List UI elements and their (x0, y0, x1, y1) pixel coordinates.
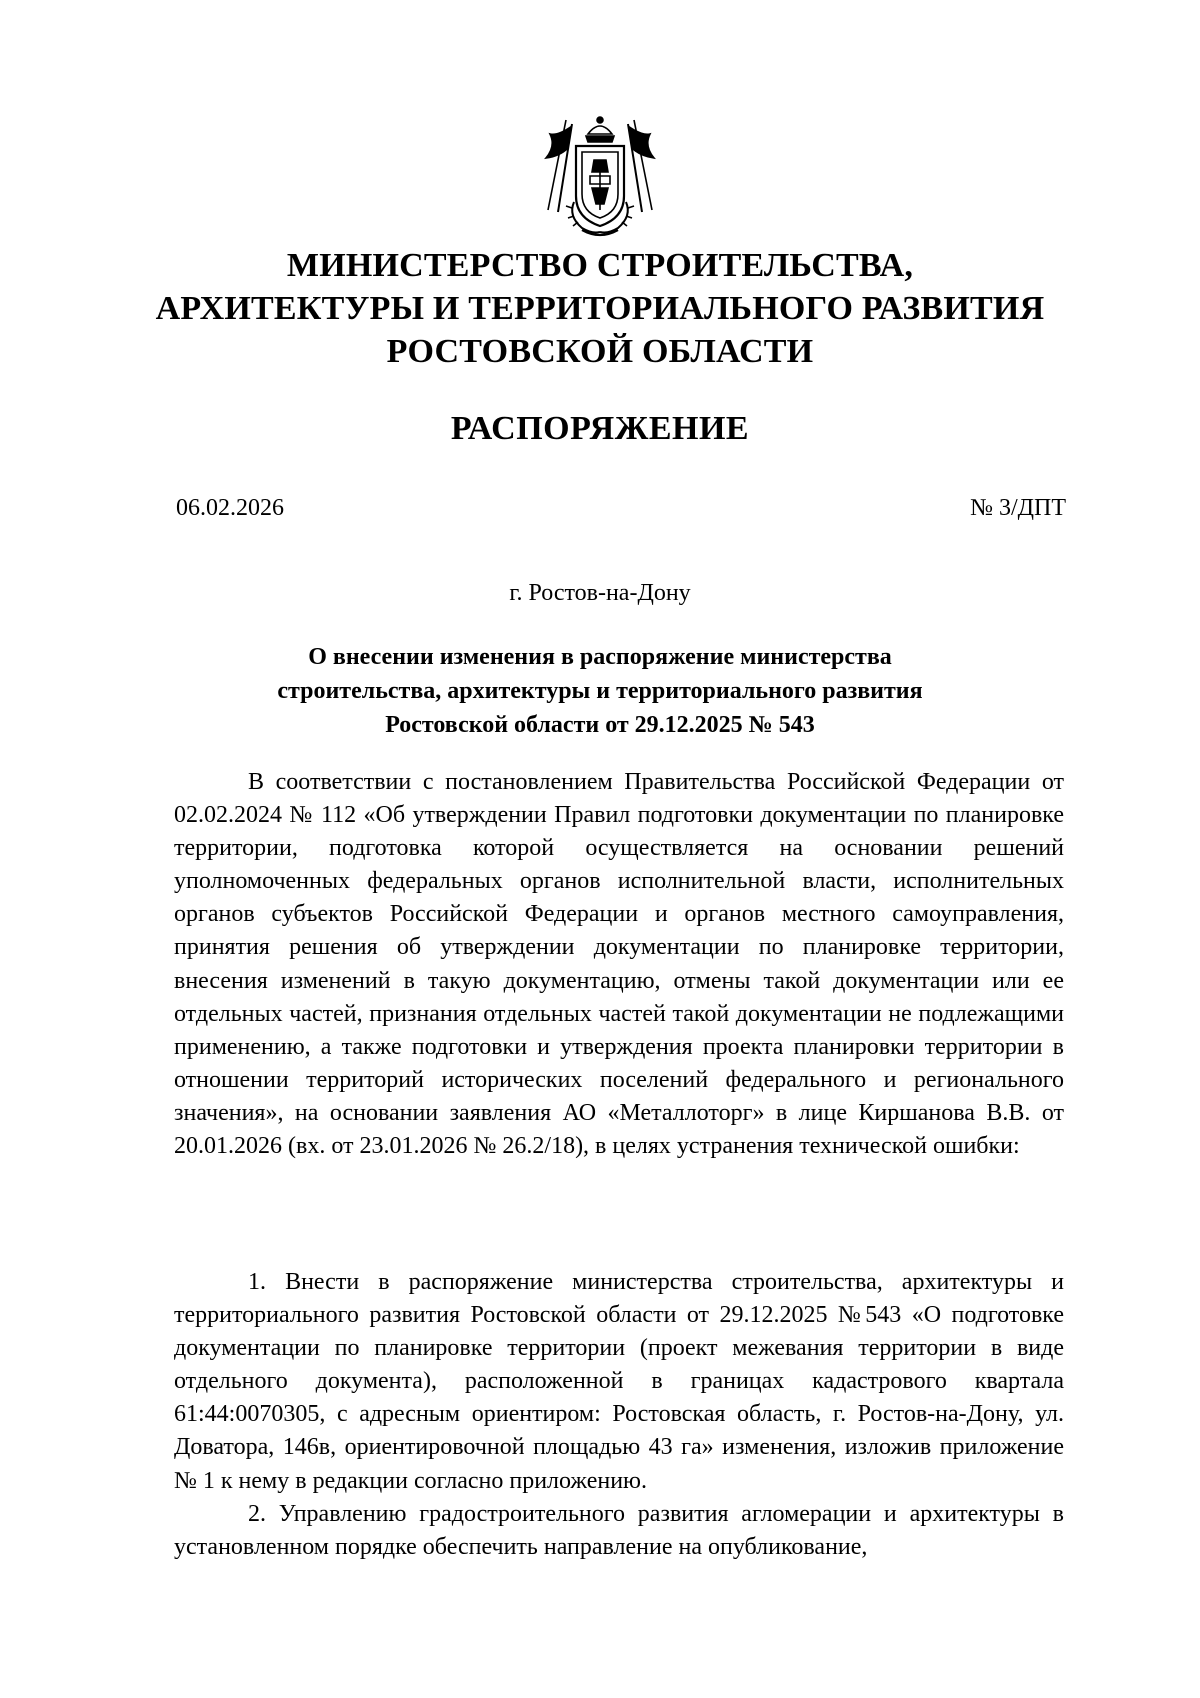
ministry-name-line1: МИНИСТЕРСТВО СТРОИТЕЛЬСТВА, (286, 247, 914, 284)
ministry-name-line2: АРХИТЕКТУРЫ И ТЕРРИТОРИАЛЬНОГО РАЗВИТИЯ (155, 290, 1045, 327)
preamble-paragraph: В соответствии с постановлением Правительства Российской Федерации от 02.02.2024 № 112 «Об утверждении Правил подготовки документации по планировке территории, подготовка которой осуществляется на основании решений уполномоченных федеральных органов исполнительной власти, исполнительных органов субъектов Российской Федерации и органов местного самоуправления, принятия решения об утверждении документации по планировке территории, внесения изменений в такую документацию, отмены такой документации или ее отдельных частей, признания отдельных частей такой документации не подлежащими применению, а также подготовки и утверждения проекта планировки территории в отношении территорий исторических поселений федерального и регионального значения», на основании заявления АО «Металлоторг» в лице Киршанова В.В. от 20.01.2026 (вх. от 23.01.2026 № 26.2/18), в целях устранения технической ошибки: (174, 769, 1064, 1160)
document-date: 06.02.2026 (176, 495, 284, 521)
document-city: г. Ростов-на-Дону (509, 580, 691, 606)
item-1-paragraph: 1. Внести в распоряжение министерства строительства, архитектуры и территориального развития Ростовской области от 29.12.2025 №543 «О подготовке документации по планировке территории (проект межевания территории в виде отдельного документа), расположенной в границах кадастрового квартала 61:44:0070305, с адресным ориентиром: Ростовская область, г. Ростов-на-Дону, ул. Доватора, 146в, ориентировочной площадью 43 га» изменения, изложив приложение № 1 к нему в редакции согласно приложению. (174, 1269, 1064, 1494)
document-title (150, 640, 1050, 742)
document-number: № 3/ДПТ (970, 495, 1066, 521)
document-title-line1: О внесении изменения в распоряжение министерства (308, 644, 892, 670)
coat-of-arms-icon (538, 112, 662, 240)
document-title-line2: строительства, архитектуры и территориального развития (277, 678, 923, 704)
ministry-name-line3: РОСТОВСКОЙ ОБЛАСТИ (386, 333, 814, 370)
preamble-block (174, 766, 1064, 1163)
item-2-paragraph: 2. Управлению градостроительного развития агломерации и архитектуры в установленном порядке обеспечить направление на опубликование, (174, 1500, 1064, 1560)
ministry-name (150, 244, 1050, 373)
items-block (174, 1266, 1064, 1564)
document-title-line3: Ростовской области от 29.12.2025 № 543 (385, 712, 815, 738)
document-type: РАСПОРЯЖЕНИЕ (450, 410, 750, 447)
